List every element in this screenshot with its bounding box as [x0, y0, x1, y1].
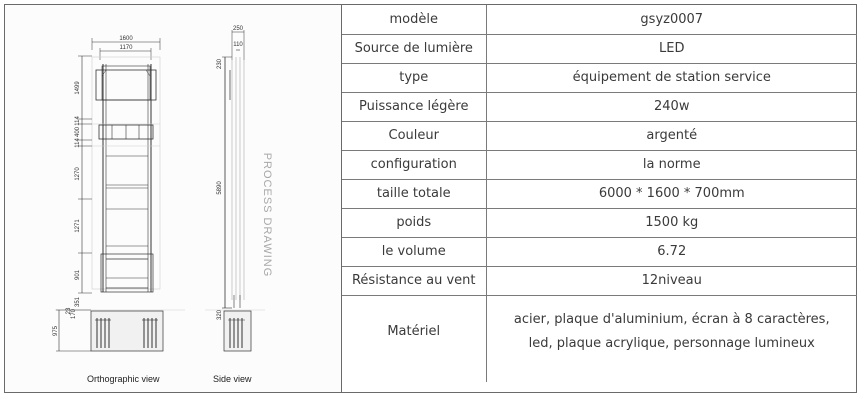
spec-value: LED — [486, 34, 857, 63]
svg-text:1600: 1600 — [119, 36, 133, 42]
spec-value: la norme — [486, 150, 857, 179]
spec-key: Couleur — [342, 121, 486, 150]
side-view — [205, 30, 265, 351]
svg-text:230: 230 — [217, 58, 223, 70]
spec-key: taille totale — [342, 179, 486, 208]
svg-text:110: 110 — [233, 42, 243, 48]
spec-value: 12niveau — [486, 266, 857, 295]
svg-text:975: 975 — [53, 325, 59, 337]
svg-text:320: 320 — [217, 309, 223, 321]
spec-key: type — [342, 63, 486, 92]
spec-key: modèle — [342, 5, 486, 34]
spec-value-material — [486, 295, 857, 382]
orthographic-view-caption: Orthographic view — [87, 374, 160, 384]
spec-key: configuration — [342, 150, 486, 179]
spec-row-model — [342, 5, 857, 34]
spec-row-power — [342, 92, 857, 121]
material-line-2: led, plaque acrylique, personnage lumineux — [528, 335, 815, 351]
spec-row-light-source — [342, 34, 857, 63]
spec-value: 6.72 — [486, 237, 857, 266]
spec-value: 6000 * 1600 * 700mm — [486, 179, 857, 208]
spec-key: Source de lumière — [342, 34, 486, 63]
svg-text:1271: 1271 — [75, 219, 81, 233]
svg-text:23: 23 — [66, 307, 72, 315]
process-drawing-label: PROCESS DRAWING — [261, 152, 273, 278]
svg-text:170: 170 — [71, 308, 77, 320]
svg-text:1170: 1170 — [119, 45, 133, 51]
technical-drawing — [5, 5, 341, 392]
spec-value: 1500 kg — [486, 208, 857, 237]
svg-text:1270: 1270 — [75, 167, 81, 181]
spec-value: équipement de station service — [486, 63, 857, 92]
spec-value: 240w — [486, 92, 857, 121]
specifications-table — [342, 5, 857, 382]
spec-row-volume — [342, 237, 857, 266]
side-view-caption: Side view — [213, 374, 252, 384]
svg-text:1499: 1499 — [75, 81, 81, 95]
spec-key: le volume — [342, 237, 486, 266]
spec-key: Puissance légère — [342, 92, 486, 121]
spec-row-color — [342, 121, 857, 150]
spec-key: Matériel — [342, 295, 486, 382]
svg-text:114: 114 — [75, 116, 81, 126]
svg-text:5890: 5890 — [217, 181, 223, 195]
svg-text:901: 901 — [75, 269, 81, 281]
process-drawing-panel — [5, 5, 341, 392]
spec-row-wind-resistance — [342, 266, 857, 295]
svg-text:351: 351 — [75, 296, 81, 308]
spec-row-weight — [342, 208, 857, 237]
orthographic-dimension-labels — [53, 36, 133, 336]
spec-row-configuration — [342, 150, 857, 179]
svg-text:250: 250 — [232, 26, 244, 32]
spec-row-total-size — [342, 179, 857, 208]
svg-text:114: 114 — [75, 138, 81, 148]
spec-value: argenté — [486, 121, 857, 150]
spec-key: Résistance au vent — [342, 266, 486, 295]
spec-key: poids — [342, 208, 486, 237]
spec-value: gsyz0007 — [486, 5, 857, 34]
spec-row-type — [342, 63, 857, 92]
spec-row-material — [342, 295, 857, 382]
material-line-1: acier, plaque d'aluminium, écran à 8 caractères, — [513, 311, 830, 327]
svg-text:400: 400 — [75, 126, 81, 138]
